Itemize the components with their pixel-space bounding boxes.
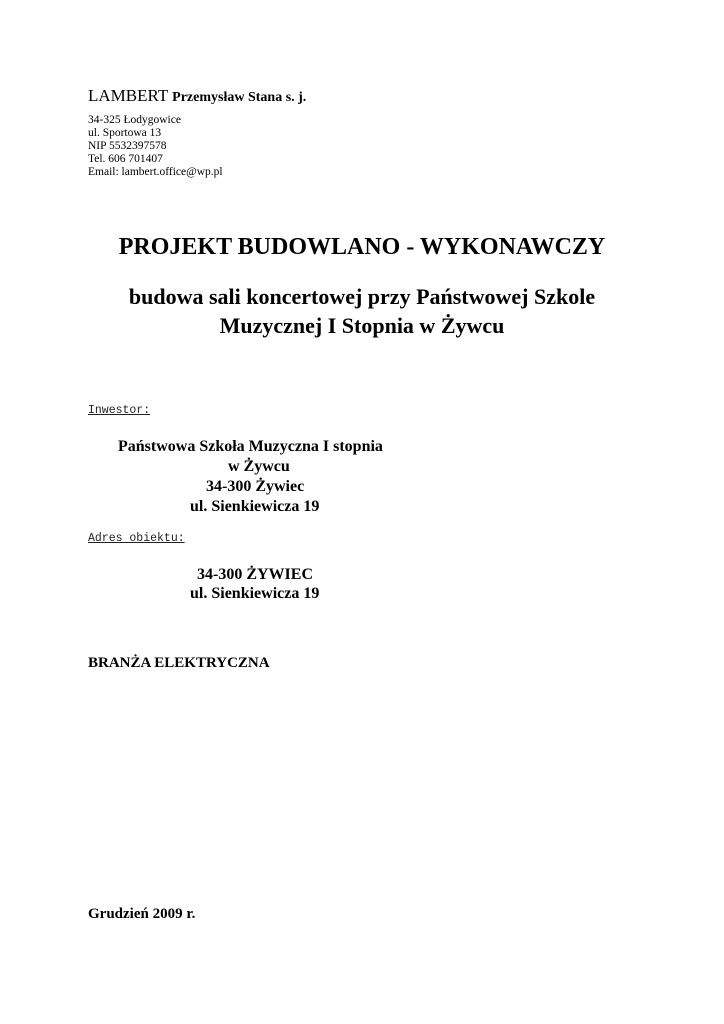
branch-heading: BRANŻA ELEKTRYCZNA (88, 655, 270, 671)
object-address-line-street: ul. Sienkiewicza 19 (190, 585, 320, 602)
contact-line-nip: NIP 5532397578 (88, 140, 167, 152)
company-header (88, 86, 306, 106)
contact-line-phone: Tel. 606 701407 (88, 153, 163, 165)
contact-line-address: 34-325 Łodygowice (88, 114, 181, 126)
document-subtitle-line-2: Muzycznej I Stopnia w Żywcu (219, 313, 505, 338)
document-subtitle-line-1: budowa sali koncertowej przy Państwowej Szkole (128, 284, 596, 309)
contact-line-street: ul. Sportowa 13 (88, 127, 162, 139)
investor-line-postal: 34-300 Żywiec (206, 478, 305, 495)
investor-line-city: w Żywcu (228, 458, 290, 475)
investor-label: Inwestor: (88, 404, 151, 417)
object-address-line-postal: 34-300 ŻYWIEC (197, 566, 314, 583)
company-name: LAMBERT (88, 86, 168, 105)
contact-line-email: Email: lambert.office@wp.pl (88, 166, 223, 178)
document-title: PROJEKT BUDOWLANO - WYKONAWCZY (118, 234, 606, 260)
investor-line-street: ul. Sienkiewicza 19 (190, 498, 320, 515)
object-address-label: Adres obiektu: (88, 532, 185, 545)
company-suffix: Przemysław Stana s. j. (172, 90, 307, 105)
document-date: Grudzień 2009 r. (88, 906, 196, 922)
investor-line-name: Państwowa Szkoła Muzyczna I stopnia (118, 438, 383, 455)
